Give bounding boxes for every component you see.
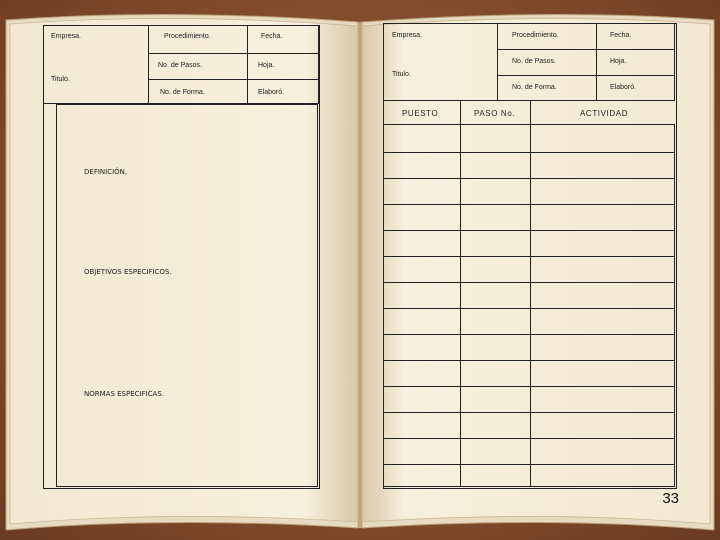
table-row[interactable] — [384, 386, 674, 387]
left-empresa-label: Empresa. — [51, 33, 81, 40]
table-row[interactable] — [384, 152, 674, 153]
table-row[interactable] — [384, 204, 674, 205]
left-no-pasos-label: No. de Pasos. — [158, 62, 202, 69]
right-procedimiento-label: Procedimiento. — [512, 32, 559, 39]
table-row[interactable] — [384, 412, 674, 413]
left-fecha-label: Fecha. — [261, 33, 283, 40]
table-row[interactable] — [384, 230, 674, 231]
definicion-heading: DEFINICIÓN. — [84, 168, 128, 176]
right-fecha-cell[interactable] — [596, 23, 675, 50]
right-fecha-label: Fecha. — [610, 32, 632, 39]
normas-heading: NORMAS ESPECIFICAS. — [84, 390, 165, 398]
col-divider-1 — [460, 101, 461, 486]
procedure-table — [383, 124, 675, 487]
right-empresa-label: Empresa. — [392, 32, 422, 39]
table-row[interactable] — [384, 308, 674, 309]
right-elaboro-label: Elaboró. — [610, 84, 637, 91]
table-row[interactable] — [384, 282, 674, 283]
left-titulo-label: Titulo. — [51, 76, 70, 83]
table-row[interactable] — [384, 464, 674, 465]
left-body-box[interactable] — [56, 104, 318, 487]
table-row[interactable] — [384, 438, 674, 439]
left-hoja-label: Hoja. — [258, 62, 275, 69]
col-header-paso: PASO No. — [474, 109, 516, 118]
right-titulo-label: Titulo. — [392, 71, 411, 78]
table-row[interactable] — [384, 178, 674, 179]
col-header-puesto: PUESTO — [402, 109, 439, 118]
table-row[interactable] — [384, 360, 674, 361]
page-number: 33 — [662, 490, 679, 507]
col-divider-2 — [530, 101, 531, 486]
right-no-pasos-label: No. de Pasos. — [512, 58, 556, 65]
table-row[interactable] — [384, 334, 674, 335]
left-fecha-cell[interactable] — [247, 25, 319, 54]
left-no-forma-label: No. de Forma. — [160, 89, 205, 96]
left-elaboro-label: Elaboró. — [258, 89, 285, 96]
table-row[interactable] — [384, 256, 674, 257]
right-hoja-cell[interactable] — [596, 49, 675, 76]
col-header-actividad: ACTIVIDAD — [580, 109, 629, 118]
right-hoja-label: Hoja. — [610, 58, 627, 65]
objetivos-heading: OBJETIVOS ESPECIFICOS. — [84, 268, 172, 276]
left-procedimiento-label: Procedimiento. — [164, 33, 211, 40]
right-no-forma-label: No. de Forma. — [512, 84, 557, 91]
